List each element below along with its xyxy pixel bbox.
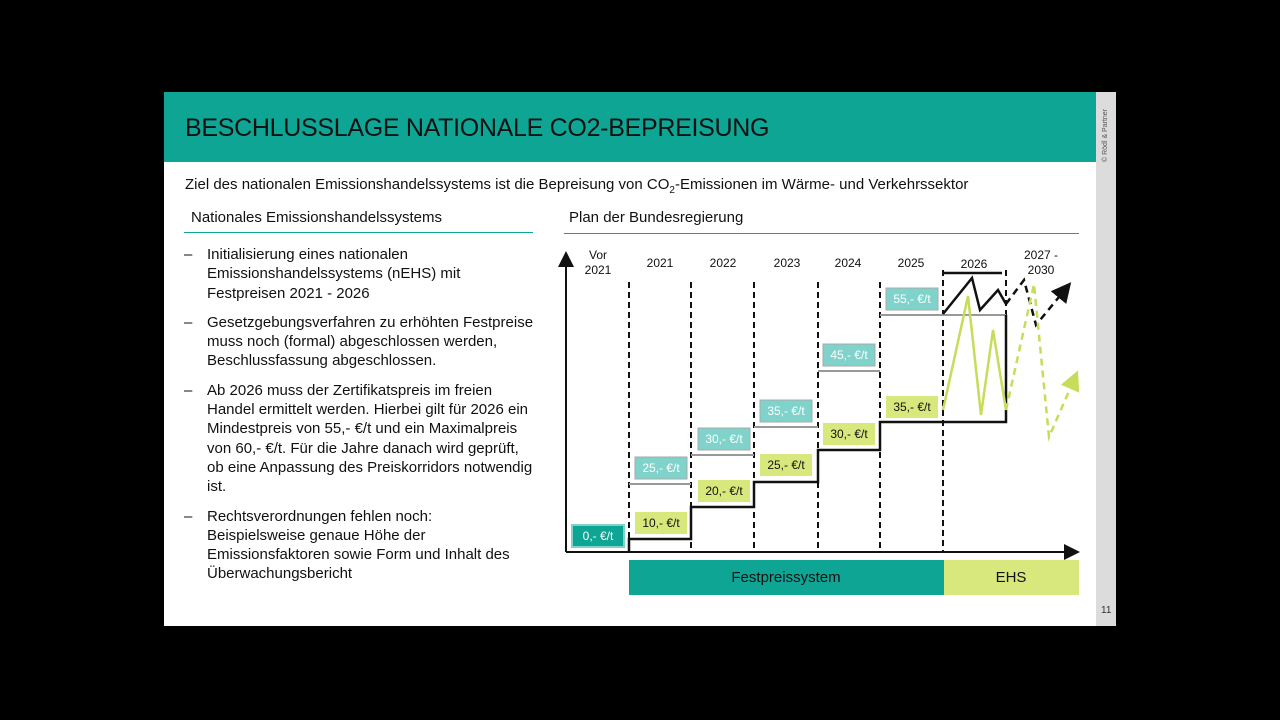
svg-text:55,- €/t: 55,- €/t — [893, 292, 931, 306]
new-price-box — [635, 457, 687, 479]
new-price-box — [698, 428, 750, 450]
market-zigzag — [943, 296, 1006, 415]
bullet-item: – Gesetzgebungsverfahren zu erhöhten Festpreise muss noch (formal) abgeschlossen werden, Beschlussfassung abgeschlossen. — [184, 313, 534, 370]
svg-text:20,- €/t: 20,- €/t — [705, 484, 743, 498]
corridor-zigzag — [943, 278, 1006, 314]
ehs-band — [944, 560, 1079, 595]
svg-text:35,- €/t: 35,- €/t — [893, 400, 931, 414]
slide — [164, 92, 1116, 626]
new-price-box — [886, 288, 938, 310]
subtitle: Ziel des nationalen Emissionshandelssystems ist die Bepreisung von $CO_2$-Emissionen im Wärme- und Verkehrssektor — [185, 176, 969, 196]
svg-text:45,- €/t: 45,- €/t — [830, 348, 868, 362]
svg-text:30,- €/t: 30,- €/t — [830, 427, 868, 441]
slide-title: BESCHLUSSLAGE NATIONALE CO2-BEPREISUNG — [185, 114, 770, 142]
right-column-heading: Plan der Bundesregierung — [569, 209, 744, 226]
new-price-box — [572, 525, 624, 547]
page-number: 11 — [1101, 605, 1112, 616]
bullet-item: – Initialisierung eines nationalen Emissionshandelssystems (nEHS) mit Festpreisen 2021 - 2026 — [184, 246, 461, 302]
old-price-box — [823, 423, 875, 445]
year-label-1: 2021 — [646, 256, 674, 270]
copyright-note: © Rödl & Partner — [1102, 108, 1109, 162]
svg-text:25,- €/t: 25,- €/t — [642, 461, 680, 475]
svg-text:10,- €/t: 10,- €/t — [642, 516, 680, 530]
svg-text:35,- €/t: 35,- €/t — [767, 404, 805, 418]
left-column-heading: Nationales Emissionshandelssystems — [191, 209, 442, 226]
bullet-item: – Ab 2026 muss der Zertifikatspreis im freien Handel ermittelt werden. Hierbei gilt für 2026 ein Mindestpreis von 55,- €/t und ein Maximalpreis von 60,- €/t. Für die Jahre danach wird geprüft, ob eine Anpassung des Preiskorridors notwendig ist. — [184, 381, 533, 496]
year-label-2: 2022 — [709, 256, 737, 270]
year-label-6: 2026 — [960, 257, 988, 271]
price-chart — [164, 92, 1116, 626]
year-label-5: 2025 — [897, 256, 925, 270]
svg-text:0,- €/t: 0,- €/t — [582, 529, 614, 543]
period-separators — [629, 270, 1006, 552]
svg-text:EHS: EHS — [995, 569, 1027, 586]
old-price-box — [698, 480, 750, 502]
svg-text:25,- €/t: 25,- €/t — [767, 458, 805, 472]
new-price-box — [823, 344, 875, 366]
year-label-7: 2027 -2030 — [1023, 248, 1059, 277]
year-label-0: Vor 2021 — [584, 248, 612, 277]
old-price-box — [886, 396, 938, 418]
svg-text:30,- €/t: 30,- €/t — [705, 432, 743, 446]
svg-text:Festpreissystem: Festpreissystem — [731, 569, 841, 586]
market-dashed-arrow — [1006, 284, 1076, 437]
bullet-item: – Rechtsverordnungen fehlen noch: Beispielsweise genaue Höhe der Emissionsfaktoren sowie Form und Inhalt des Überwachungsbericht — [184, 507, 510, 583]
old-price-box — [760, 454, 812, 476]
old-price-box — [635, 512, 687, 534]
year-label-3: 2023 — [773, 256, 801, 270]
new-price-box — [760, 400, 812, 422]
festpreissystem-band — [629, 560, 944, 595]
year-label-4: 2024 — [834, 256, 862, 270]
